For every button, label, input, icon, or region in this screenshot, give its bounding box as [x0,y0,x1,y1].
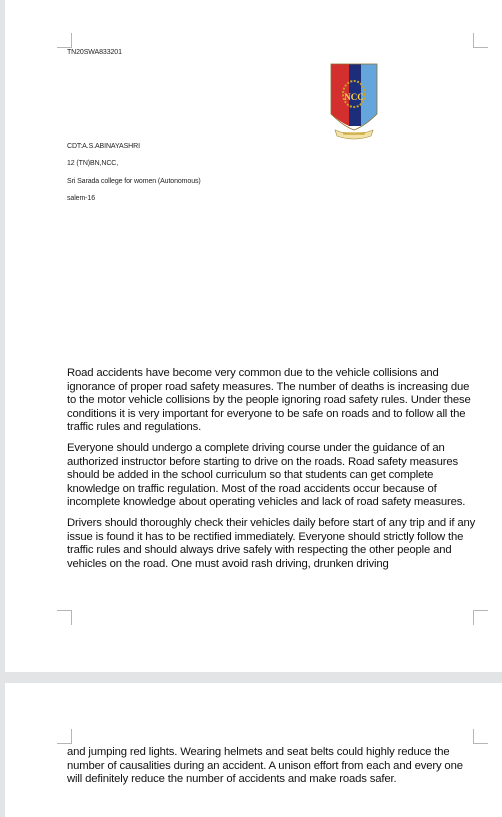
logo-text: NCC [344,92,364,102]
college-name: Sri Sarada college for women (Autonomous) [67,178,201,185]
crop-mark-top-right [473,33,488,48]
crop-mark-bottom-left [57,610,72,625]
paragraph-4: and jumping red lights. Wearing helmets and seat belts could highly reduce the number of causalities during an accident. A unison effort from each and every one will definitely reduce the number of accidents and make roads safer. [67,746,463,786]
document-page-1 [5,0,502,672]
essay-body-page-2 [67,746,480,794]
battalion: 12 (TN)BN,NCC, [67,160,119,167]
ncc-logo-icon [325,60,383,142]
essay-body-page-1 [67,367,480,578]
crop-mark-top-left [57,729,72,744]
paragraph-1: Road accidents have become very common due to the vehicle collisions and ignorance of proper road safety measures. The number of deaths is increasing due to the motor vehicle collisions by the people ignoring road safety rules. Under these conditions it is very important for everyone to be safe on roads and to follow all the traffic rules and regulations. [67,367,471,434]
crop-mark-bottom-right [473,610,488,625]
paragraph-2: Everyone should undergo a complete driving course under the guidance of an authorized instructor before starting to drive on the roads. Road safety measures should be added in the school curriculum so that students can get complete knowledge on traffic regulation. Most of the road accidents occur because of incomplete knowledge about operating vehicles and lack of road safety measures. [67,441,466,509]
paragraph-3: Drivers should thoroughly check their vehicles daily before start of any trip and if any issue is found it has to be rectified immediately. Everyone should strictly follow the traffic rules and should always drive safely with respecting the other people and vehicles on the road. One must avoid rash driving, drunken driving [67,516,476,570]
document-page-2 [5,683,502,817]
header-code: TN20SWA833201 [67,49,122,56]
city: salem-16 [67,195,95,202]
crop-mark-top-left [57,33,72,48]
cadet-name: CDT:A.S.ABINAYASHRI [67,143,140,150]
crop-mark-top-right [473,729,488,744]
